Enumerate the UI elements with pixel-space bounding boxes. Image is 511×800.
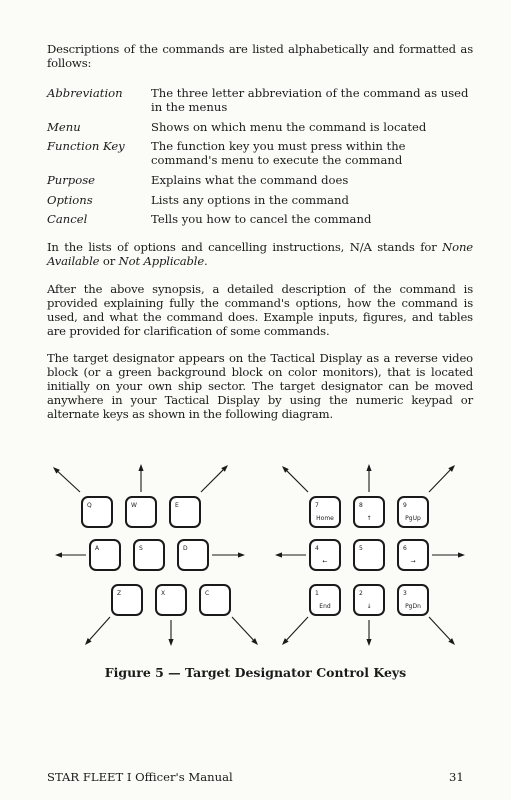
key-e — [170, 497, 200, 527]
key-c — [200, 585, 230, 615]
arrow-up-left-icon — [53, 467, 80, 492]
keypad-9 — [398, 497, 428, 527]
key-q — [82, 497, 112, 527]
key-label: W — [131, 502, 137, 509]
key-x — [156, 585, 186, 615]
keypad-2 — [354, 585, 384, 615]
na-not-applicable: Not Applicable — [118, 254, 205, 268]
arrow-down-left-icon — [282, 617, 308, 645]
arrow-down-icon — [366, 620, 371, 646]
key-label: C — [205, 590, 210, 597]
arrow-up-icon — [138, 464, 143, 492]
page-number: 31 — [449, 770, 464, 784]
alternate-keys-group — [82, 497, 230, 615]
na-text-post: . — [204, 254, 208, 268]
term-function-key: Function Key — [47, 139, 125, 153]
key-label: S — [139, 545, 143, 552]
arrow-down-right-icon — [232, 617, 258, 645]
term-options: Options — [47, 193, 93, 207]
keypad-8 — [354, 497, 384, 527]
na-none-available: None Available — [47, 240, 473, 268]
footer-title: STAR FLEET I Officer's Manual — [47, 770, 233, 784]
def-purpose: Explains what the command does — [151, 173, 349, 187]
keypad-legend: ↑ — [366, 515, 372, 522]
keypad-5 — [354, 540, 384, 570]
keypad-4 — [310, 540, 340, 570]
na-text-pre: In the lists of options and cancelling instructions, N/A stands for — [47, 240, 443, 254]
keypad-6 — [398, 540, 428, 570]
key-label: X — [161, 590, 166, 597]
arrow-right-icon — [432, 552, 465, 557]
term-menu: Menu — [47, 120, 81, 134]
key-label: Q — [87, 502, 92, 509]
def-options: Lists any options in the command — [151, 193, 349, 207]
term-purpose: Purpose — [47, 173, 96, 187]
numeric-keypad-group — [310, 497, 428, 615]
key-s — [134, 540, 164, 570]
key-label: E — [175, 502, 179, 509]
key-label: D — [183, 545, 188, 552]
keypad-number: 9 — [403, 502, 407, 509]
arrow-left-icon — [275, 552, 306, 557]
key-a — [90, 540, 120, 570]
key-label: Z — [117, 590, 122, 597]
keypad-7 — [310, 497, 340, 527]
key-z — [112, 585, 142, 615]
keypad-legend: ← — [322, 558, 328, 565]
term-abbreviation: Abbreviation — [47, 86, 123, 100]
keypad-legend: PgDn — [405, 603, 421, 610]
keypad-legend: Home — [316, 515, 334, 522]
keypad-number: 1 — [315, 590, 319, 597]
keypad-number: 3 — [403, 590, 407, 597]
arrow-up-right-icon — [201, 465, 228, 492]
key-w — [126, 497, 156, 527]
figure-caption: Figure 5 — Target Designator Control Keys — [104, 665, 407, 680]
keypad-3 — [398, 585, 428, 615]
key-label: A — [95, 545, 100, 552]
arrow-left-icon — [55, 552, 86, 557]
def-function-key: The function key you must press within the command's menu to execute the command — [151, 139, 406, 167]
arrow-down-left-icon — [85, 617, 110, 645]
term-cancel: Cancel — [47, 212, 88, 226]
keypad-number: 5 — [359, 545, 363, 552]
keypad-number: 6 — [403, 545, 407, 552]
keypad-1 — [310, 585, 340, 615]
arrow-down-icon — [168, 620, 173, 646]
keypad-number: 8 — [359, 502, 363, 509]
arrow-right-icon — [212, 552, 245, 557]
na-text-mid: or — [99, 254, 119, 268]
keypad-legend: End — [319, 603, 331, 610]
keypad-legend: ↓ — [366, 603, 372, 610]
def-cancel: Tells you how to cancel the command — [151, 212, 372, 226]
arrow-up-icon — [366, 464, 371, 492]
keypad-number: 4 — [315, 545, 319, 552]
keypad-legend: → — [410, 558, 416, 565]
designator-paragraph: The target designator appears on the Tactical Display as a reverse video block (or a green background block on color monitors), that is located initially on your own ship sector. The target designator can be moved anywhere in your Tactical Display by using the numeric keypad or alternate keys as shown in the following diagram. — [47, 351, 473, 421]
def-menu: Shows on which menu the command is located — [151, 120, 427, 134]
keypad-number: 2 — [359, 590, 363, 597]
synopsis-paragraph: After the above synopsis, a detailed description of the command is provided explaining fully the command's options, how the command is used, and what the command does. Example inputs, figures, and tables are provided for clarification of some commands. — [47, 282, 473, 338]
intro-paragraph: Descriptions of the commands are listed alphabetically and formatted as follows: — [47, 42, 473, 70]
keypad-number: 7 — [315, 502, 319, 509]
key-d — [178, 540, 208, 570]
def-abbreviation: The three letter abbreviation of the command as used in the menus — [151, 86, 469, 114]
keypad-legend: PgUp — [405, 515, 421, 522]
arrow-up-right-icon — [429, 465, 455, 492]
arrow-down-right-icon — [429, 617, 455, 645]
arrow-up-left-icon — [282, 466, 308, 492]
